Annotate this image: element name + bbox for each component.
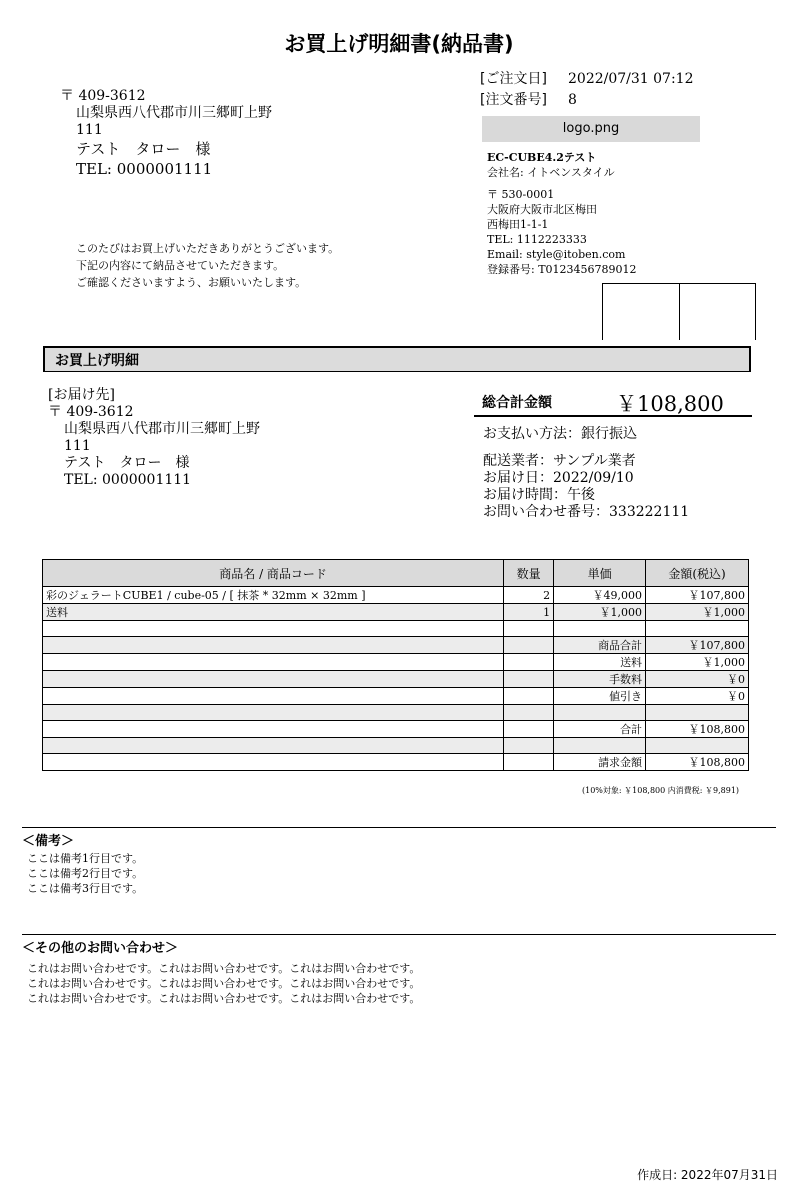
shop-name: EC-CUBE4.2テスト xyxy=(487,151,597,164)
table-row xyxy=(43,587,749,604)
section-title: お買上げ明細 xyxy=(43,346,751,372)
tax-note: (10%対象: ￥108,800 内消費税: ￥9,891) xyxy=(582,786,740,795)
delivery-date: お届け日：2022/09/10 xyxy=(483,470,634,486)
order-meta xyxy=(480,69,694,111)
shipping-zip: 〒 409-3612 xyxy=(48,404,134,420)
customer-address-block xyxy=(60,88,272,179)
table-row xyxy=(43,604,749,621)
contact-line: これはお問い合わせです。これはお問い合わせです。これはお問い合わせです。 xyxy=(27,992,421,1005)
note-line: ここは備考1行目です。 xyxy=(27,852,144,865)
order-date-label: [ご注文日] xyxy=(480,71,547,87)
summary-row xyxy=(43,721,749,738)
document-title: お買上げ明細書(納品書) xyxy=(284,32,514,56)
customer-address2: 111 xyxy=(76,122,103,138)
greeting-line: ご確認くださいますよう、お願いいたします。 xyxy=(76,276,307,289)
header-price: 単価 xyxy=(554,560,646,587)
order-date: 2022/07/31 07:12 xyxy=(568,71,694,87)
shipping-block xyxy=(48,387,260,489)
table-row-empty xyxy=(43,738,749,754)
summary-value: ￥1,000 xyxy=(646,654,749,671)
header-product: 商品名 / 商品コード xyxy=(43,560,504,587)
item-price: ￥49,000 xyxy=(554,587,646,604)
note-line: ここは備考3行目です。 xyxy=(27,882,144,895)
customer-address1: 山梨県西八代郡市川三郷町上野 xyxy=(76,105,272,121)
shipping-address2: 111 xyxy=(64,438,91,454)
summary-value: ￥108,800 xyxy=(646,721,749,738)
grand-total-label: 総合計金額 xyxy=(482,395,552,411)
header-amount: 金額(税込) xyxy=(646,560,749,587)
summary-row xyxy=(43,671,749,688)
item-amount: ￥1,000 xyxy=(646,604,749,621)
summary-label: 値引き xyxy=(554,688,646,705)
customer-tel: TEL: 0000001111 xyxy=(76,160,213,178)
notes-body xyxy=(27,851,143,896)
header-qty: 数量 xyxy=(504,560,554,587)
shop-address2: 西梅田1-1-1 xyxy=(487,218,549,231)
shop-zip: 〒 530-0001 xyxy=(487,188,555,201)
grand-total-value: ￥108,800 xyxy=(616,392,724,416)
stamp-boxes xyxy=(602,283,756,340)
contact-title: ＜その他のお問い合わせ＞ xyxy=(22,934,776,956)
order-no-label: [注文番号] xyxy=(480,92,547,108)
summary-row xyxy=(43,637,749,654)
summary-value: ￥0 xyxy=(646,671,749,688)
customer-name: テスト タロー 様 xyxy=(76,140,211,158)
greeting-message xyxy=(76,240,339,291)
shop-company: 会社名: イトベンスタイル xyxy=(487,166,615,179)
summary-label: 合計 xyxy=(554,721,646,738)
grand-total xyxy=(474,388,752,417)
order-no: 8 xyxy=(568,92,577,108)
summary-value: ￥107,800 xyxy=(646,637,749,654)
summary-value: ￥0 xyxy=(646,688,749,705)
summary-row xyxy=(43,688,749,705)
contact-line: これはお問い合わせです。これはお問い合わせです。これはお問い合わせです。 xyxy=(27,962,421,975)
shop-reg: 登録番号: T0123456789012 xyxy=(487,263,637,276)
shop-logo: logo.png xyxy=(482,116,700,142)
shipping-label: [お届け先] xyxy=(48,387,115,403)
shop-info xyxy=(487,150,637,277)
shop-tel: TEL: 1112223333 xyxy=(487,233,587,246)
contact-line: これはお問い合わせです。これはお問い合わせです。これはお問い合わせです。 xyxy=(27,977,421,990)
shipping-address1: 山梨県西八代郡市川三郷町上野 xyxy=(64,421,260,437)
item-amount: ￥107,800 xyxy=(646,587,749,604)
shipping-tel: TEL: 0000001111 xyxy=(64,472,192,488)
greeting-line: 下記の内容にて納品させていただきます。 xyxy=(76,259,285,272)
summary-value: ￥108,800 xyxy=(646,754,749,771)
shop-address1: 大阪府大阪市北区梅田 xyxy=(487,203,597,216)
delivery-company: 配送業者：サンプル業者 xyxy=(483,453,636,469)
item-price: ￥1,000 xyxy=(554,604,646,621)
notes-title: ＜備考＞ xyxy=(22,827,776,849)
created-date: 作成日: 2022年07月31日 xyxy=(637,1168,778,1182)
item-qty: 1 xyxy=(504,604,554,621)
table-row-empty xyxy=(43,705,749,721)
item-qty: 2 xyxy=(504,587,554,604)
shop-email: Email: style@itoben.com xyxy=(487,248,626,261)
payment-delivery-info xyxy=(483,426,689,521)
summary-label: 送料 xyxy=(554,654,646,671)
summary-label: 手数料 xyxy=(554,671,646,688)
item-name: 彩のジェラートCUBE1 / cube-05 / [ 抹茶 * 32mm × 32mm ] xyxy=(43,587,504,604)
summary-label: 請求金額 xyxy=(554,754,646,771)
payment-method: お支払い方法：銀行振込 xyxy=(483,426,637,442)
summary-row xyxy=(43,654,749,671)
contact-body xyxy=(27,961,420,1006)
delivery-time: お届け時間：午後 xyxy=(483,487,595,503)
summary-row xyxy=(43,754,749,771)
items-table xyxy=(42,559,749,771)
table-row-empty xyxy=(43,621,749,637)
tracking-number: お問い合わせ番号：333222111 xyxy=(483,504,690,520)
item-name: 送料 xyxy=(43,604,504,621)
summary-label: 商品合計 xyxy=(554,637,646,654)
shipping-name: テスト タロー 様 xyxy=(64,455,190,471)
greeting-line: このたびはお買上げいただきありがとうございます。 xyxy=(76,242,340,255)
note-line: ここは備考2行目です。 xyxy=(27,867,144,880)
customer-zip: 〒 409-3612 xyxy=(60,88,146,104)
